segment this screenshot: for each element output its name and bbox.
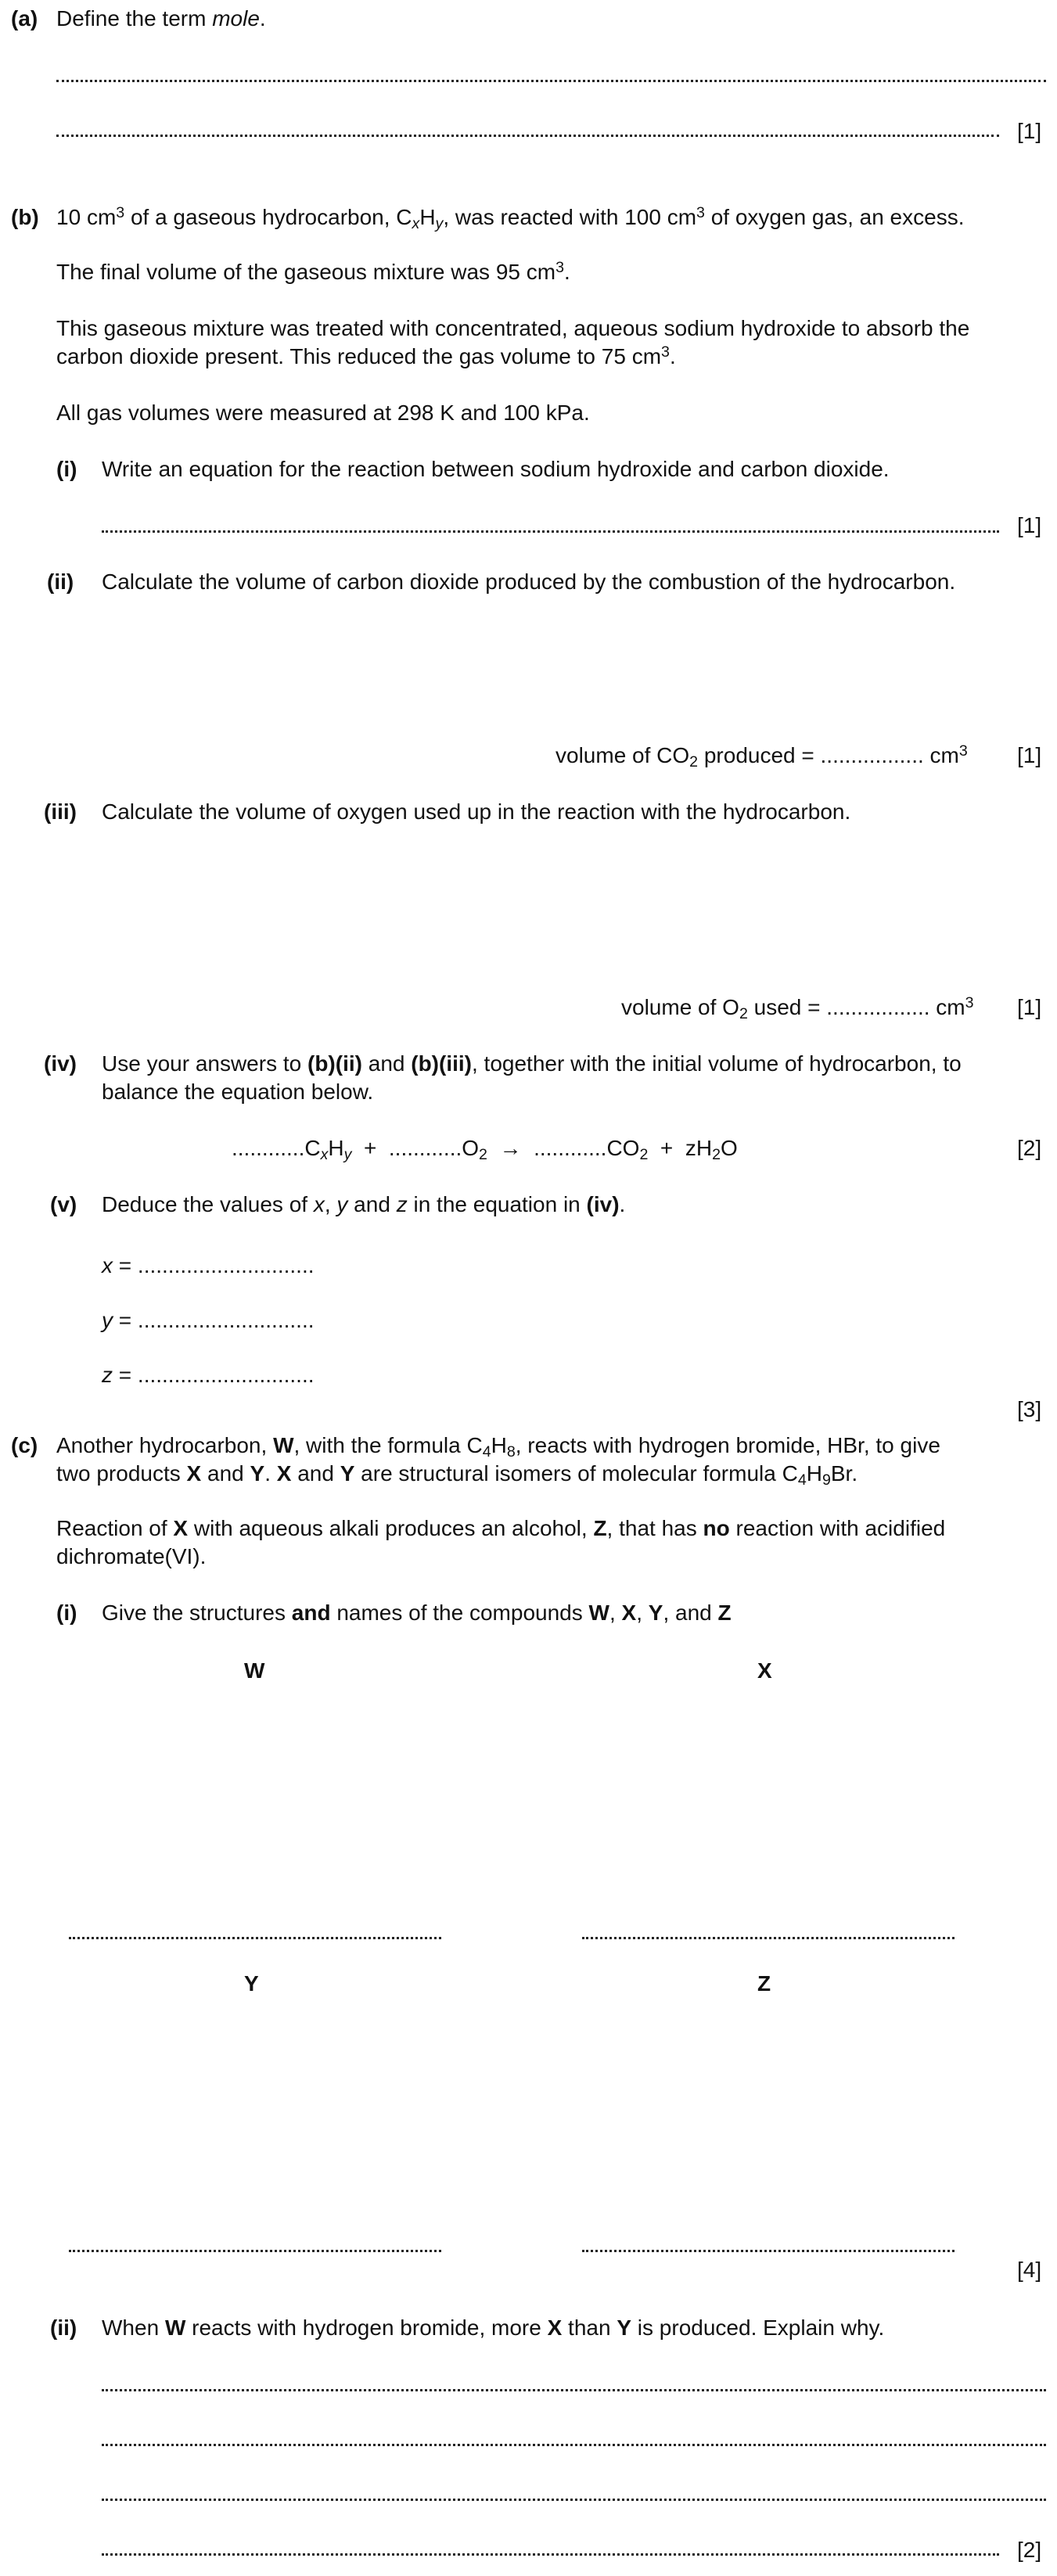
part-a-text: Define the term bbox=[56, 6, 213, 31]
part-b-iv-question-line2: balance the equation below. bbox=[102, 1080, 374, 1104]
answer-line-c-ii-2[interactable] bbox=[102, 2444, 1046, 2446]
name-line-w[interactable] bbox=[69, 1937, 441, 1939]
part-c-ii-label: (ii) bbox=[50, 2316, 77, 2340]
part-b-intro-4: All gas volumes were measured at 298 K and 100 kPa. bbox=[56, 401, 590, 425]
marks-c-ii: [2] bbox=[1017, 2538, 1042, 2562]
answer-line-a-1[interactable] bbox=[56, 80, 1046, 82]
part-b-i-label: (i) bbox=[56, 457, 77, 481]
structure-heading-w: W bbox=[244, 1658, 265, 1683]
marks-b-iv: [2] bbox=[1017, 1136, 1042, 1160]
answer-o2-volume[interactable]: volume of $O_2$ used = ................. $cm^3$ bbox=[621, 994, 974, 1022]
answer-line-c-ii-1[interactable] bbox=[102, 2389, 1046, 2391]
part-b-v-question: Deduce the values of x, y and z in the equation in (iv). bbox=[102, 1192, 626, 1216]
part-b-intro-2: The final volume of the gaseous mixture was 95 $cm^3$. bbox=[56, 259, 570, 284]
marks-c-i: [4] bbox=[1017, 2258, 1042, 2282]
marks-b-v: [3] bbox=[1017, 1397, 1042, 1421]
part-a-period: . bbox=[259, 6, 266, 31]
part-b-label: (b) bbox=[11, 205, 39, 229]
part-b-intro-1: 10 $cm^3$ of a gaseous hydrocarbon, $C_xH_y$, was reacted with 100 $cm^3$ of oxygen gas, an excess. bbox=[56, 204, 965, 232]
marks-a: [1] bbox=[1017, 119, 1042, 143]
structure-heading-z: Z bbox=[757, 1971, 771, 1996]
part-b-ii-question: Calculate the volume of carbon dioxide produced by the combustion of the hydrocarbon. bbox=[102, 569, 956, 594]
equation-to-balance[interactable]: $............C_xH_y + ............O_2 \to ............CO_2 + zH_2O$ bbox=[232, 1136, 738, 1163]
part-c-intro-line4: dichromate(VI). bbox=[56, 1544, 207, 1568]
answer-line-a-2[interactable] bbox=[56, 135, 999, 137]
part-b-iv-question-line1: Use your answers to (b)(ii) and (b)(iii), together with the initial volume of hydrocarbon, to bbox=[102, 1051, 962, 1076]
part-a-question bbox=[56, 6, 266, 31]
name-line-y[interactable] bbox=[69, 2250, 441, 2252]
part-b-v-label: (v) bbox=[50, 1192, 77, 1216]
part-b-iii-label: (iii) bbox=[44, 799, 77, 824]
part-b-ii-label: (ii) bbox=[47, 569, 74, 594]
marks-b-i: [1] bbox=[1017, 513, 1042, 537]
structure-heading-x: X bbox=[757, 1658, 772, 1683]
answer-x-value[interactable]: x = ............................. bbox=[102, 1253, 315, 1277]
structure-heading-y: Y bbox=[244, 1971, 259, 1996]
marks-b-ii: [1] bbox=[1017, 743, 1042, 767]
part-c-intro-line1: Another hydrocarbon, W, with the formula $C_4H_8$, reacts with hydrogen bromide, HBr, to give bbox=[56, 1433, 940, 1460]
part-c-label: (c) bbox=[11, 1433, 38, 1457]
part-c-i-label: (i) bbox=[56, 1601, 77, 1625]
part-b-intro-3-line2: carbon dioxide present. This reduced the gas volume to 75 $cm^3$. bbox=[56, 343, 676, 368]
part-c-ii-question: When W reacts with hydrogen bromide, more X than Y is produced. Explain why. bbox=[102, 2316, 885, 2340]
part-b-i-question: Write an equation for the reaction between sodium hydroxide and carbon dioxide. bbox=[102, 457, 890, 481]
part-b-iii-question: Calculate the volume of oxygen used up in the reaction with the hydrocarbon. bbox=[102, 799, 851, 824]
part-a-label: (a) bbox=[11, 6, 38, 31]
part-c-intro-line3: Reaction of X with aqueous alkali produces an alcohol, Z, that has no reaction with acidified bbox=[56, 1516, 946, 1540]
answer-y-value[interactable]: y = ............................. bbox=[102, 1308, 315, 1332]
answer-line-c-ii-4[interactable] bbox=[102, 2553, 999, 2556]
answer-line-c-ii-3[interactable] bbox=[102, 2499, 1046, 2501]
part-c-i-question: Give the structures and names of the compounds W, X, Y, and Z bbox=[102, 1601, 732, 1625]
marks-b-iii: [1] bbox=[1017, 995, 1042, 1019]
part-a-term: mole bbox=[212, 6, 260, 31]
answer-co2-volume[interactable]: volume of $CO_2$ produced = ................. $cm^3$ bbox=[555, 742, 968, 771]
answer-line-b-i[interactable] bbox=[102, 530, 999, 533]
part-b-iv-label: (iv) bbox=[44, 1051, 77, 1076]
answer-z-value[interactable]: z = ............................. bbox=[102, 1363, 315, 1387]
part-c-intro-line2: two products X and Y. X and Y are structural isomers of molecular formula $C_4H_9Br$. bbox=[56, 1461, 858, 1489]
name-line-z[interactable] bbox=[582, 2250, 955, 2252]
name-line-x[interactable] bbox=[582, 1937, 955, 1939]
part-b-intro-3-line1: This gaseous mixture was treated with concentrated, aqueous sodium hydroxide to absorb the bbox=[56, 316, 970, 340]
